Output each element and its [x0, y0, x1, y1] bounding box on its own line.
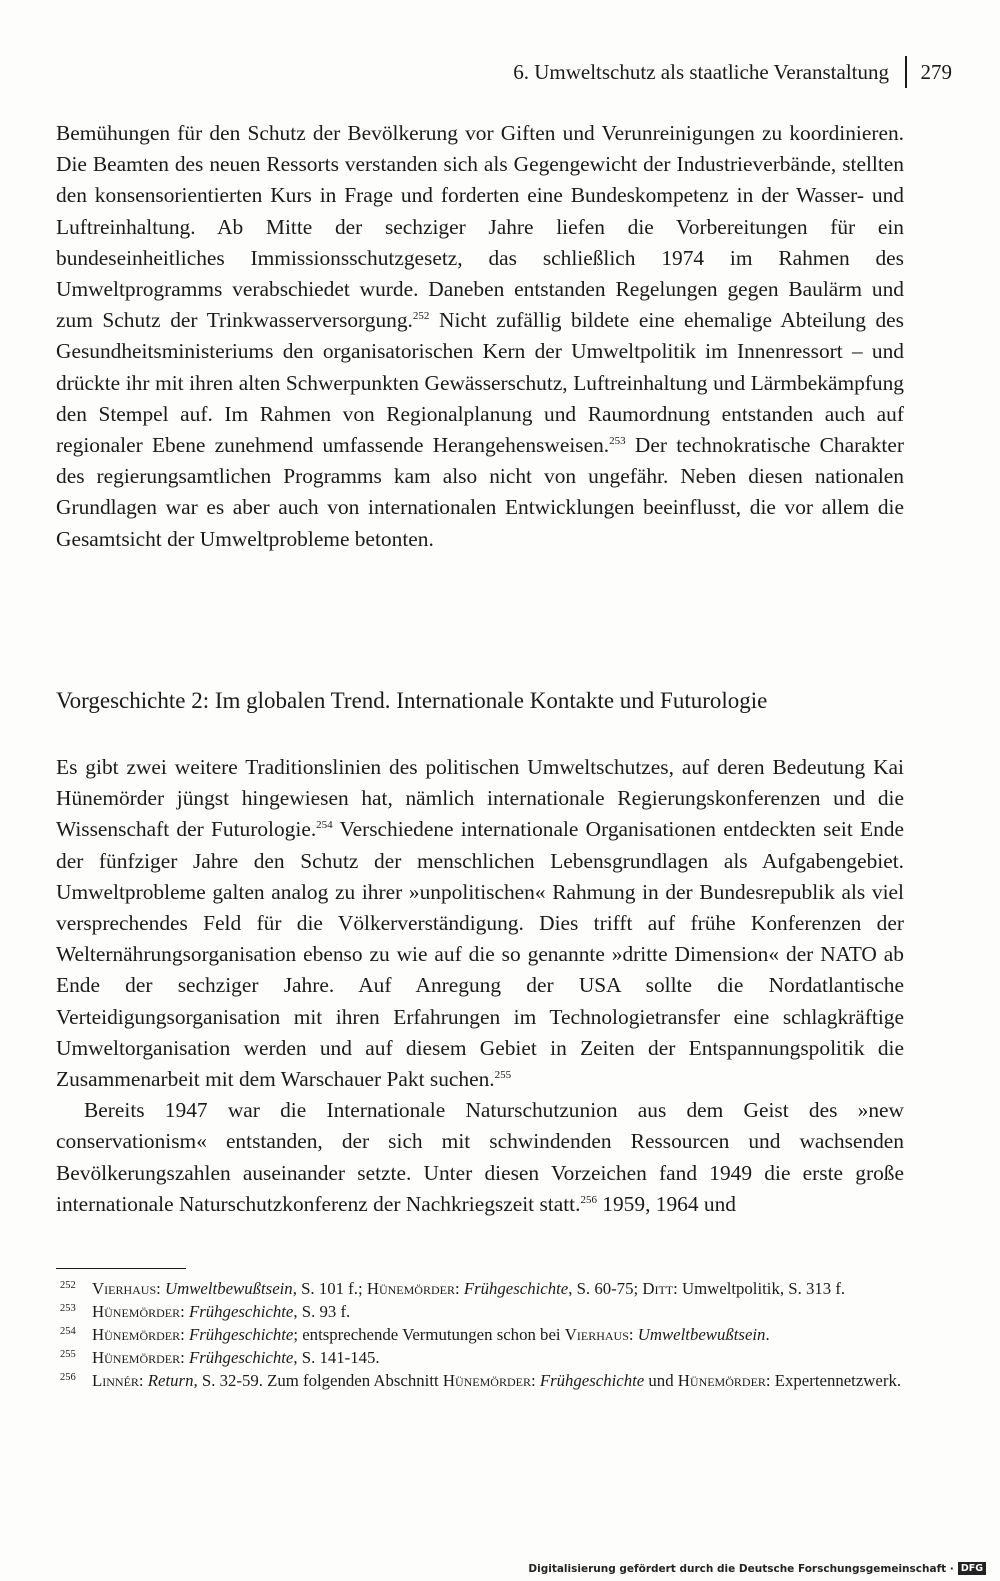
work-title: Frühgeschichte	[463, 1279, 569, 1298]
text-run: , S. 101 f.;	[292, 1279, 367, 1298]
author-name: Hünemörder	[92, 1302, 181, 1321]
footnote-separator	[56, 1268, 186, 1269]
footnote-number: 253	[60, 1303, 76, 1314]
text-run: , S. 93 f.	[293, 1302, 351, 1321]
text-run: Nicht zufällig bildete eine ehemalige Abteilung des Gesundheitsministeriums den organisatorischen Kern der Umweltpolitik im Innenressort – und drückte ihr mit ihren alten Schwerpunkten Gewässerschutz, Luftreinhaltung und Lärmbekämpfung den Stempel auf. Im Rahmen von Regionalplanung und Raumordnung entstanden auch auf regionaler Ebene zunehmend umfassende Herangehensweisen.	[56, 308, 904, 458]
footnote-255	[56, 1347, 904, 1369]
footnote-marker[interactable]: 253	[609, 435, 626, 448]
text-run: Verschiedene internationale Organisationen entdeckten seit Ende der fünfziger Jahre den Schutz der menschlichen Lebensgrundlagen als Aufgabengebiet. Umweltprobleme galten analog zu ihrer »unpolitischen« Rahmung in der Bundesrepublik als viel versprechendes Feld für die Völkerverständigung. Dies trifft auf frühe Konferenzen der Welternährungsorganisation ebenso zu wie auf die so genannte »dritte Dimension« der NATO ab Ende der sechziger Jahre. Auf Anregung der USA sollte die Nordatlantische Verteidigungsorganisation mit ihren Erfahrungen im Technologietransfer eine schlagkräftige Umweltorganisation werden und auf diesem Gebiet in Zeiten der Entspannungspolitik die Zusammenarbeit mit dem Warschauer Pakt suchen.	[56, 817, 904, 1092]
text-run: .	[765, 1325, 770, 1344]
author-name: Vierhaus	[564, 1325, 629, 1344]
work-title: Return	[147, 1371, 194, 1390]
footnote-number: 252	[60, 1280, 76, 1291]
text-run: :	[180, 1325, 189, 1344]
author-name: Hünemörder	[92, 1325, 181, 1344]
footnotes	[56, 1278, 904, 1393]
text-run: :	[628, 1325, 638, 1344]
author-name: Hünemörder	[677, 1371, 766, 1390]
text-run: Bemühungen für den Schutz der Bevölkerung vor Giften und Verunreinigungen zu koordinieren. Die Beamten des neuen Ressorts verstanden sich als Gegengewicht der Industrieverbände, stellten den konsensorientierten Kurs in Frage und forderten eine Bundeskompetenz in der Wasser- und Luftreinhaltung. Ab Mitte der sechziger Jahre liefen die Vorbereitungen für ein bundeseinheitliches Immissionsschutzgesetz, das schließlich 1974 im Rahmen des Umweltprogramms verabschiedet wurde. Daneben entstanden Regelungen gegen Baulärm und zum Schutz der Trinkwasserversorgung.	[56, 121, 904, 333]
footnote-256	[56, 1370, 904, 1392]
paragraph	[56, 752, 904, 1095]
work-title: Frühgeschichte	[188, 1302, 294, 1321]
author-name: Linnér	[92, 1371, 139, 1390]
text-run: Es gibt zwei weitere Traditionslinien des politischen Umweltschutzes, auf deren Bedeutung Kai Hünemörder jüngst hingewiesen hat, nämlich internationale Regierungskonferenzen und die Wissenschaft der Futurologie.	[56, 755, 904, 842]
running-header	[513, 56, 952, 88]
work-title: Umweltbewußtsein	[164, 1279, 293, 1298]
text-run: :	[454, 1279, 464, 1298]
text-run: : Expertennetzwerk.	[765, 1371, 902, 1390]
author-name: Vierhaus	[92, 1279, 157, 1298]
digitization-credit	[528, 1562, 986, 1575]
footnote-253	[56, 1301, 904, 1323]
text-run: :	[156, 1279, 165, 1298]
header-rule	[905, 56, 907, 88]
footnote-252	[56, 1278, 904, 1300]
text-run: , S. 32-59. Zum folgenden Abschnitt	[193, 1371, 443, 1390]
work-title: Umweltbewußtsein	[637, 1325, 766, 1344]
text-run: :	[138, 1371, 148, 1390]
footnote-number: 256	[60, 1372, 76, 1383]
footnote-number: 254	[60, 1326, 76, 1337]
text-run: :	[180, 1302, 189, 1321]
work-title: Frühgeschichte	[188, 1325, 294, 1344]
author-name: Hünemörder	[442, 1371, 531, 1390]
text-run: Bereits 1947 war die Internationale Naturschutzunion aus dem Geist des »new conservationism« entstanden, der sich mit schwindenden Ressourcen und wachsenden Bevölkerungszahlen auseinander setzte. Unter diesen Vorzeichen fand 1949 die erste große internationale Naturschutzkonferenz der Nachkriegszeit statt.	[56, 1098, 904, 1216]
page-number: 279	[920, 59, 952, 84]
text-run: und	[644, 1371, 678, 1390]
running-title: 6. Umweltschutz als staatliche Veranstaltung	[513, 59, 889, 84]
text-run: 1959, 1964 und	[596, 1191, 736, 1216]
paragraph	[56, 118, 904, 555]
footnote-marker[interactable]: 255	[494, 1069, 512, 1082]
credit-text: Digitalisierung gefördert durch die Deutsche Forschungsgemeinschaft ·	[528, 1562, 954, 1575]
author-name: Ditt	[642, 1279, 674, 1298]
author-name: Hünemörder	[92, 1348, 181, 1367]
section-heading: Vorgeschichte 2: Im globalen Trend. Internationale Kontakte und Futurologie	[56, 688, 768, 713]
footnote-number: 255	[60, 1349, 76, 1360]
text-run: :	[180, 1348, 189, 1367]
footnote-marker[interactable]: 254	[316, 819, 333, 832]
text-run: : Umweltpolitik, S. 313 f.	[673, 1279, 846, 1298]
author-name: Hünemörder	[366, 1279, 455, 1298]
text-run: Der technokratische Charakter des regierungsamtlichen Programms kam also nicht von ungefähr. Neben diesen nationalen Grundlagen war es aber auch von internationalen Entwicklungen beeinflusst, die vor allem die Gesamtsicht der Umweltprobleme betonten.	[56, 433, 904, 551]
paragraph	[56, 1095, 904, 1220]
work-title: Frühgeschichte	[539, 1371, 645, 1390]
footnote-254	[56, 1324, 904, 1346]
footnote-marker[interactable]: 252	[412, 310, 430, 323]
work-title: Frühgeschichte	[188, 1348, 294, 1367]
dfg-logo-icon: DFG	[958, 1562, 986, 1575]
text-run: , S. 60-75;	[568, 1279, 643, 1298]
body-text-section-2	[56, 752, 904, 1220]
footnote-marker[interactable]: 256	[580, 1193, 597, 1206]
text-run: , S. 141-145.	[293, 1348, 380, 1367]
text-run: :	[530, 1371, 540, 1390]
body-text-section-1	[56, 118, 904, 555]
text-run: ; entsprechende Vermutungen schon bei	[293, 1325, 565, 1344]
